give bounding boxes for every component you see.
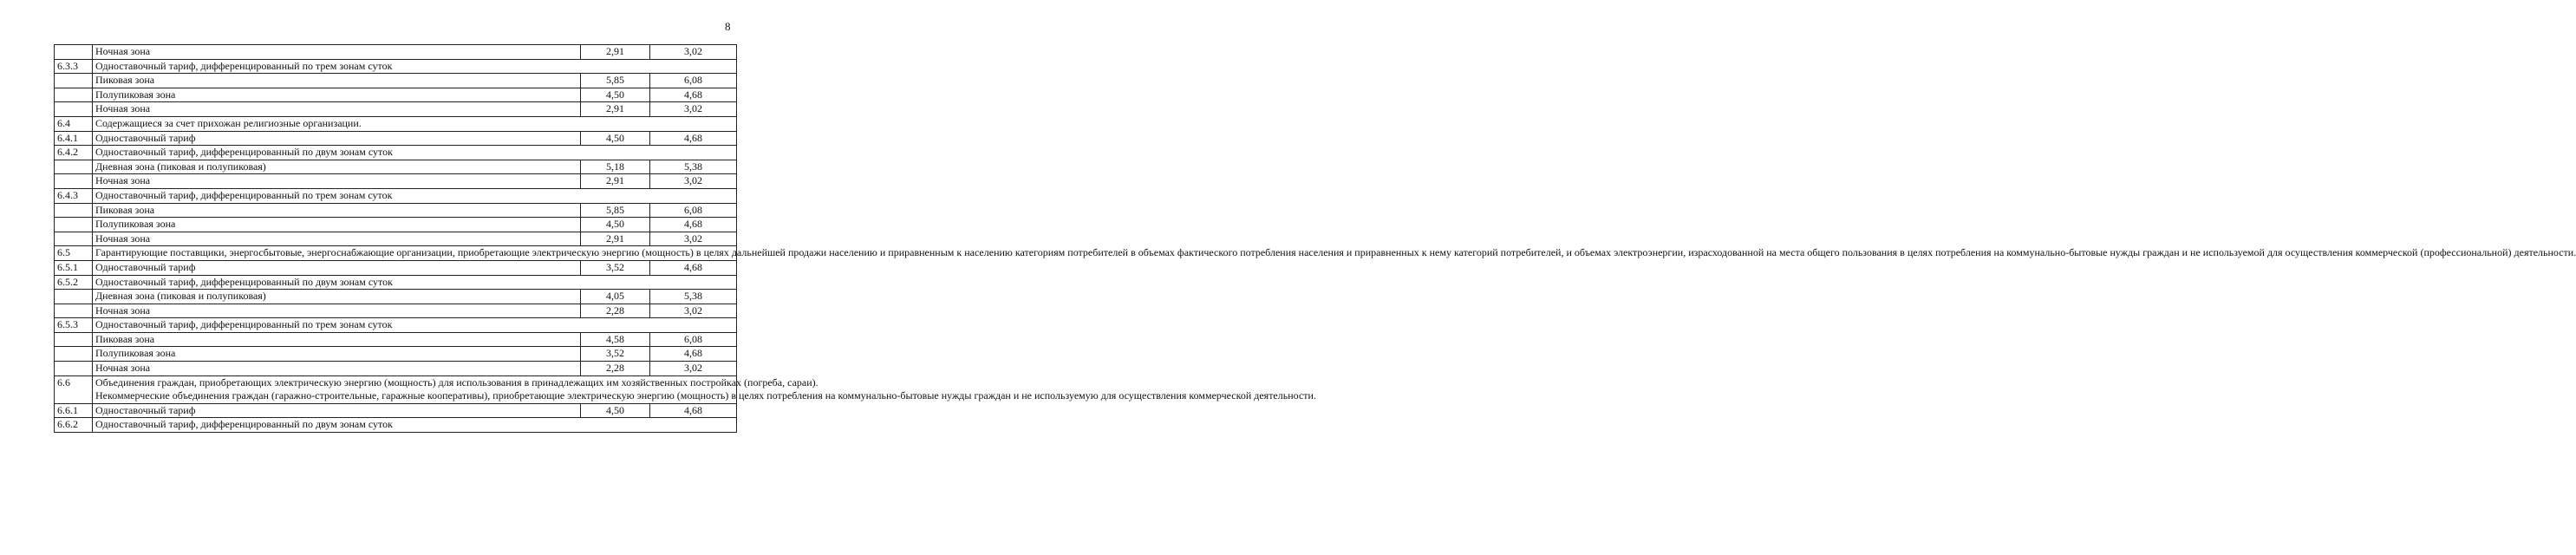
row-text: Одноставочный тариф, дифференцированный по двум зонам суток xyxy=(93,275,737,290)
row-value-1: 5,85 xyxy=(581,74,650,88)
row-code: 6.5.3 xyxy=(55,318,93,333)
row-text: Полупиковая зона xyxy=(93,347,581,362)
row-code: 6.5.1 xyxy=(55,260,93,275)
row-text: Одноставочный тариф, дифференцированный по двум зонам суток xyxy=(93,418,737,433)
table-row xyxy=(55,232,737,246)
row-text: Одноставочный тариф, дифференцированный по трем зонам суток xyxy=(93,59,737,74)
row-text: Объединения граждан, приобретающих электрическую энергию (мощность) для использования в принадлежащих им хозяйственных постройках (погреба, сараи). xyxy=(95,375,818,388)
row-code xyxy=(55,290,93,304)
table-row xyxy=(55,362,737,376)
row-code xyxy=(55,218,93,232)
row-value-2: 3,02 xyxy=(650,362,737,376)
row-code xyxy=(55,362,93,376)
row-text: Полупиковая зона xyxy=(93,88,581,102)
row-text: Ночная зона xyxy=(93,45,581,60)
row-value-1: 5,18 xyxy=(581,160,650,174)
row-code: 6.6.2 xyxy=(55,418,93,433)
table-row xyxy=(55,188,737,203)
row-code xyxy=(55,88,93,102)
row-value-1: 3,52 xyxy=(581,347,650,362)
row-text: Одноставочный тариф xyxy=(93,131,581,146)
row-text: Ночная зона xyxy=(93,174,581,189)
row-code: 6.5 xyxy=(55,246,93,261)
row-value-1: 4,50 xyxy=(581,403,650,418)
row-value-2: 6,08 xyxy=(650,203,737,218)
row-text: Одноставочный тариф xyxy=(93,403,581,418)
row-code xyxy=(55,332,93,347)
tariff-table xyxy=(54,44,2576,433)
row-text: Полупиковая зона xyxy=(93,218,581,232)
row-text: Одноставочный тариф, дифференцированный по трем зонам суток xyxy=(93,188,737,203)
table-row xyxy=(55,347,737,362)
row-value-2: 4,68 xyxy=(650,131,737,146)
row-value-2: 3,02 xyxy=(650,304,737,318)
row-value-1: 2,28 xyxy=(581,362,650,376)
table-row xyxy=(55,59,737,74)
table-row xyxy=(55,116,737,131)
row-value-1: 2,91 xyxy=(581,232,650,246)
row-text: Дневная зона (пиковая и полупиковая) xyxy=(93,290,581,304)
row-code: 6.3.3 xyxy=(55,59,93,74)
row-text: Ночная зона xyxy=(93,102,581,117)
row-value-2: 4,68 xyxy=(650,218,737,232)
row-value-2: 6,08 xyxy=(650,74,737,88)
row-text: Пиковая зона xyxy=(93,74,581,88)
table-row xyxy=(55,375,737,403)
row-code: 6.4 xyxy=(55,116,93,131)
row-code xyxy=(55,347,93,362)
row-value-2: 5,38 xyxy=(650,290,737,304)
row-text-continued: Некоммерческие объединения граждан (гаражно-строительные, гаражные кооперативы), приобретающие электрическую энергию (мощность) в целях потребления на коммунально-бытовые нужды граждан и не используемую для осуществления коммерческой деятельности. xyxy=(95,389,1316,402)
row-code xyxy=(55,203,93,218)
row-text: Содержащиеся за счет прихожан религиозные организации. xyxy=(93,116,737,131)
row-text: Одноставочный тариф, дифференцированный по двум зонам суток xyxy=(93,146,737,160)
row-code: 6.4.2 xyxy=(55,146,93,160)
row-value-1: 4,50 xyxy=(581,88,650,102)
row-code xyxy=(55,74,93,88)
row-text: Одноставочный тариф xyxy=(93,260,581,275)
table-row xyxy=(55,203,737,218)
row-text: Пиковая зона xyxy=(93,332,581,347)
row-value-2: 4,68 xyxy=(650,88,737,102)
table-row xyxy=(55,403,737,418)
table-row xyxy=(55,45,737,60)
row-text-block xyxy=(93,375,1316,403)
row-text: Дневная зона (пиковая и полупиковая) xyxy=(93,160,581,174)
table-row xyxy=(55,246,737,261)
row-value-2: 3,02 xyxy=(650,232,737,246)
table-row xyxy=(55,290,737,304)
row-code xyxy=(55,45,93,60)
table-row xyxy=(55,332,737,347)
row-code xyxy=(55,304,93,318)
row-value-2: 3,02 xyxy=(650,102,737,117)
table-row xyxy=(55,318,737,333)
table-row xyxy=(55,260,737,275)
row-value-2: 3,02 xyxy=(650,174,737,189)
table-row xyxy=(55,160,737,174)
row-value-2: 4,68 xyxy=(650,347,737,362)
table-row xyxy=(55,218,737,232)
row-value-1: 2,28 xyxy=(581,304,650,318)
row-value-1: 4,05 xyxy=(581,290,650,304)
row-value-1: 4,50 xyxy=(581,131,650,146)
row-value-1: 5,85 xyxy=(581,203,650,218)
table-row xyxy=(55,102,737,117)
table-row xyxy=(55,131,737,146)
row-code xyxy=(55,160,93,174)
row-value-1: 2,91 xyxy=(581,102,650,117)
row-value-1: 3,52 xyxy=(581,260,650,275)
row-code: 6.4.1 xyxy=(55,131,93,146)
row-code: 6.4.3 xyxy=(55,188,93,203)
table-row xyxy=(55,418,737,433)
table-row xyxy=(55,174,737,189)
row-value-1: 2,91 xyxy=(581,45,650,60)
row-text: Ночная зона xyxy=(93,304,581,318)
row-value-2: 4,68 xyxy=(650,260,737,275)
row-code: 6.6.1 xyxy=(55,403,93,418)
row-code xyxy=(55,232,93,246)
row-value-1: 2,91 xyxy=(581,174,650,189)
row-value-2: 4,68 xyxy=(650,403,737,418)
table-row xyxy=(55,88,737,102)
row-value-1: 4,58 xyxy=(581,332,650,347)
row-text: Ночная зона xyxy=(93,232,581,246)
row-text: Гарантирующие поставщики, энергосбытовые, энергоснабжающие организации, приобретающие электрическую энергию (мощность) в целях дальнейшей продажи населению и приравненным к населению категориям потребителей в объемах фактического потребления населения и приравненных к нему категорий потребителей, и объемах электроэнергии, израсходованной на места общего пользования в целях потребления на коммунально-бытовые нужды граждан и не используемой для осуществления коммерческой (профессиональной) деятельности. xyxy=(93,246,737,261)
table-row xyxy=(55,74,737,88)
row-code xyxy=(55,174,93,189)
row-value-2: 6,08 xyxy=(650,332,737,347)
row-code: 6.5.2 xyxy=(55,275,93,290)
row-value-2: 3,02 xyxy=(650,45,737,60)
row-text: Одноставочный тариф, дифференцированный по трем зонам суток xyxy=(93,318,737,333)
row-text: Пиковая зона xyxy=(93,203,581,218)
table-row xyxy=(55,304,737,318)
table-row xyxy=(55,146,737,160)
row-value-2: 5,38 xyxy=(650,160,737,174)
table-row xyxy=(55,275,737,290)
page-number: 8 xyxy=(725,20,731,33)
row-text: Ночная зона xyxy=(93,362,581,376)
row-value-1: 4,50 xyxy=(581,218,650,232)
row-code xyxy=(55,102,93,117)
row-code: 6.6 xyxy=(55,375,93,403)
